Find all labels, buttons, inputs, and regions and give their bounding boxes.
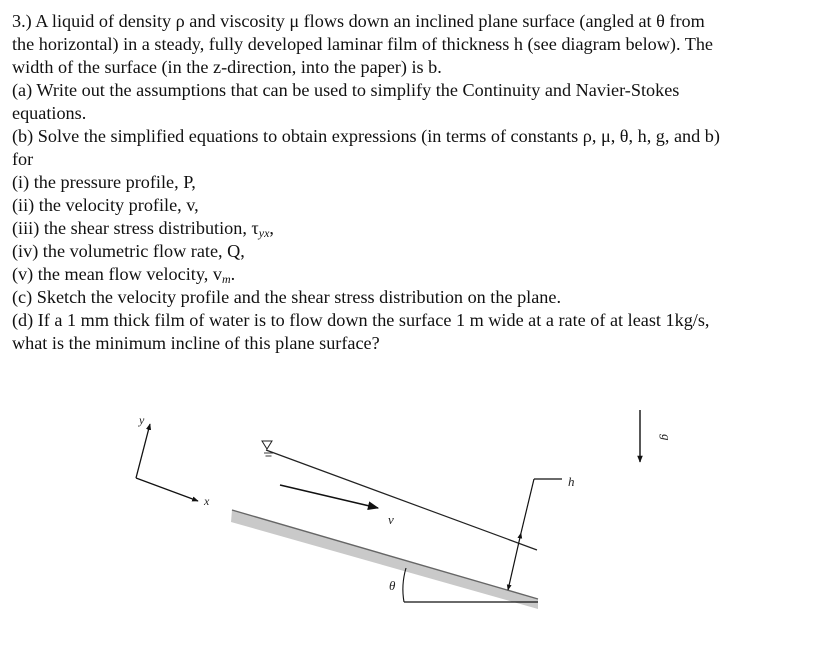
part-a-line-1: (a) Write out the assumptions that can be used to simplify the Continuity and Navier-Stokes bbox=[12, 80, 680, 100]
part-b-iii-end: , bbox=[269, 218, 274, 238]
tau-subscript: yx bbox=[258, 226, 270, 240]
film-thickness-dimension bbox=[508, 479, 562, 590]
angle-label: θ bbox=[389, 578, 396, 593]
problem-line-2: the horizontal) in a steady, fully developed laminar film of thickness h (see diagram below). The bbox=[12, 34, 714, 54]
problem-text bbox=[12, 10, 812, 355]
velocity-label: v bbox=[388, 512, 394, 527]
part-d-line-1: (d) If a 1 mm thick film of water is to flow down the surface 1 m wide at a rate of at least 1kg/s, bbox=[12, 310, 710, 330]
part-b-v bbox=[12, 263, 812, 286]
part-b-line-2: for bbox=[12, 149, 34, 169]
part-b-iv: (iv) the volumetric flow rate, Q, bbox=[12, 241, 245, 261]
coordinate-axes bbox=[136, 413, 210, 508]
part-b-v-end: . bbox=[230, 264, 236, 284]
problem-line-1: 3.) A liquid of density ρ and viscosity μ flows down an inclined plane surface (angled at θ from bbox=[12, 11, 705, 31]
part-b-iii-text: (iii) the shear stress distribution, τ bbox=[12, 218, 259, 238]
inclined-plane-surface bbox=[231, 510, 538, 609]
vm-subscript: m bbox=[221, 272, 231, 286]
flow-velocity-arrow bbox=[280, 485, 378, 508]
part-a-line-2: equations. bbox=[12, 103, 87, 123]
part-b-v-text: (v) the mean flow velocity, v bbox=[12, 264, 222, 284]
part-b-ii: (ii) the velocity profile, v, bbox=[12, 195, 199, 215]
y-axis-label: y bbox=[139, 413, 145, 427]
thickness-label: h bbox=[568, 474, 575, 489]
gravity-label: g bbox=[659, 434, 674, 441]
part-b-line-1: (b) Solve the simplified equations to obtain expressions (in terms of constants ρ, μ, θ, h, g, and b) bbox=[12, 126, 720, 146]
x-axis-label: x bbox=[204, 494, 210, 508]
inclined-plane-diagram bbox=[0, 380, 821, 661]
x-axis-line bbox=[136, 478, 198, 501]
part-b-iii bbox=[12, 217, 812, 240]
free-surface-marker-icon bbox=[262, 441, 273, 456]
part-b-i: (i) the pressure profile, P, bbox=[12, 172, 196, 192]
part-d-line-2: what is the minimum incline of this plane surface? bbox=[12, 333, 380, 353]
part-c: (c) Sketch the velocity profile and the shear stress distribution on the plane. bbox=[12, 287, 562, 307]
inclined-plane-edge bbox=[232, 510, 538, 599]
problem-line-3: width of the surface (in the z-direction, into the paper) is b. bbox=[12, 57, 442, 77]
y-axis-line bbox=[136, 424, 150, 478]
